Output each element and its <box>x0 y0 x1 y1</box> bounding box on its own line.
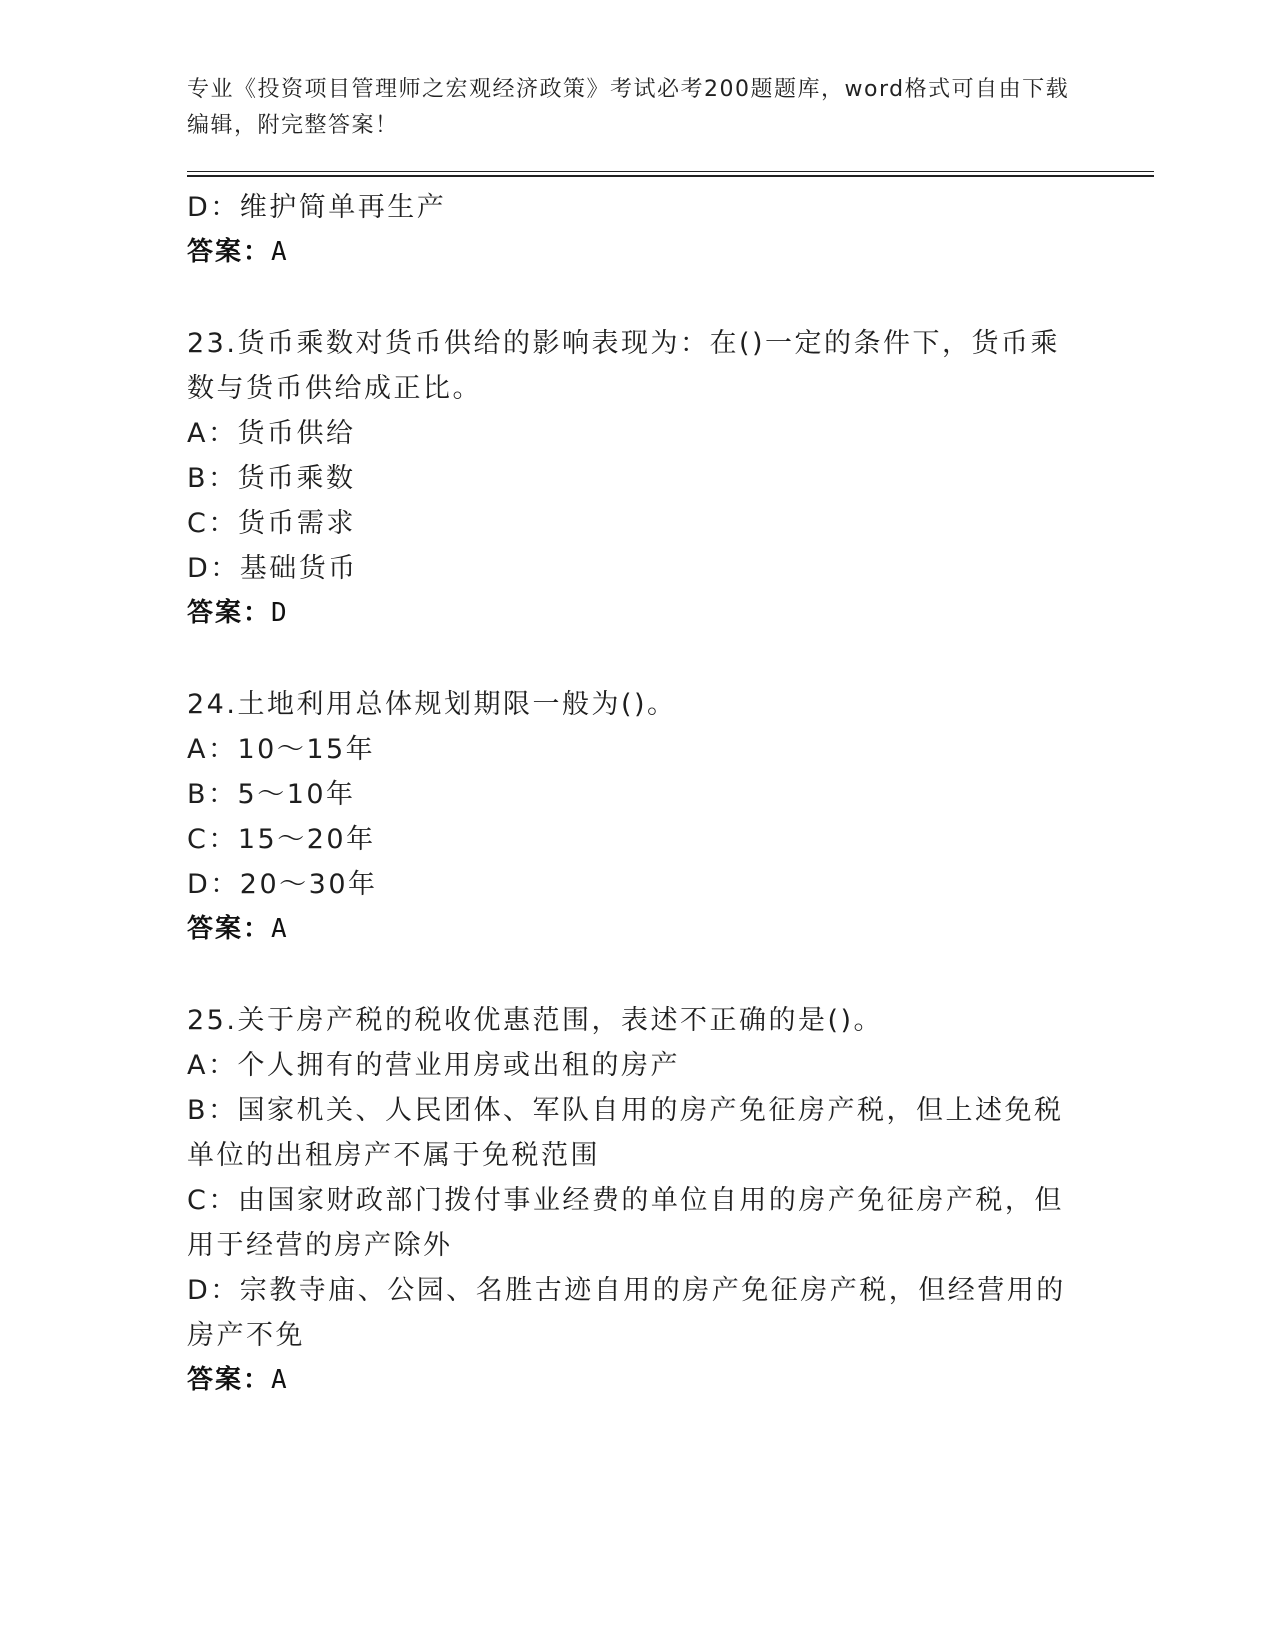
question-stem: 25.关于房产税的税收优惠范围，表述不正确的是()。 <box>187 1005 884 1036</box>
question-answer <box>187 1358 1087 1403</box>
answer-value: A <box>271 914 289 944</box>
header-divider-thick <box>187 175 1154 177</box>
answer-value: D <box>271 598 289 628</box>
question-23 <box>187 321 1087 636</box>
question-list <box>187 185 1087 1403</box>
option-d: D：宗教寺庙、公园、名胜古迹自用的房产免征房产税，但经营用的房产不免 <box>187 1275 1066 1351</box>
answer-value: A <box>271 237 289 267</box>
answer-label: 答案： <box>187 237 272 267</box>
option-d: D：20～30年 <box>187 869 378 900</box>
option-a: A：个人拥有的营业用房或出租的房产 <box>187 1050 680 1081</box>
header-intro-text: 专业《投资项目管理师之宏观经济政策》考试必考200题题库，word格式可自由下载编辑，附完整答案！ <box>187 77 1070 138</box>
prev-question-answer <box>187 230 1087 275</box>
question-stem: 23.货币乘数对货币供给的影响表现为：在()一定的条件下，货币乘数与货币供给成正比。 <box>187 328 1061 404</box>
header-divider-thin <box>187 171 1154 172</box>
option-c: C：由国家财政部门拨付事业经费的单位自用的房产免征房产税，但用于经营的房产除外 <box>187 1185 1064 1261</box>
option-c: C：货币需求 <box>187 508 356 539</box>
option-a: A：货币供给 <box>187 418 356 449</box>
question-25 <box>187 998 1087 1403</box>
option-b: B：货币乘数 <box>187 463 356 494</box>
option-a: A：10～15年 <box>187 734 376 765</box>
option-d: D：基础货币 <box>187 553 358 584</box>
option-c: C：15～20年 <box>187 824 376 855</box>
question-stem: 24.土地利用总体规划期限一般为()。 <box>187 689 677 720</box>
document-header <box>187 72 1087 144</box>
option-b: B：国家机关、人民团体、军队自用的房产免征房产税，但上述免税单位的出租房产不属于免税范围 <box>187 1095 1064 1171</box>
prev-question-option-d: D：维护简单再生产 <box>187 192 447 223</box>
answer-label: 答案： <box>187 1365 272 1395</box>
question-24 <box>187 682 1087 952</box>
answer-label: 答案： <box>187 598 272 628</box>
question-answer <box>187 591 1087 636</box>
answer-label: 答案： <box>187 914 272 944</box>
option-b: B：5～10年 <box>187 779 356 810</box>
answer-value: A <box>271 1365 289 1395</box>
question-answer <box>187 907 1087 952</box>
